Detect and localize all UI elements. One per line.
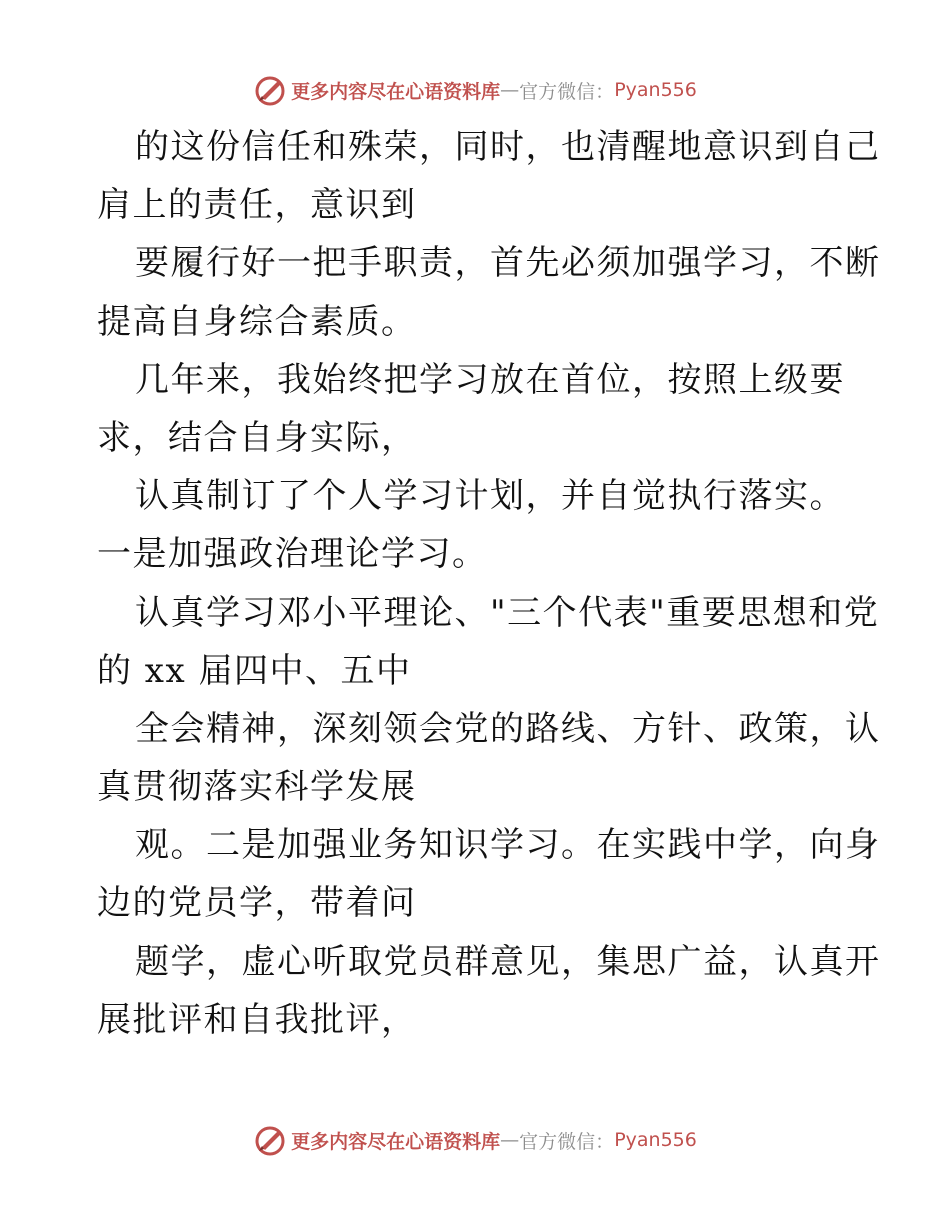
text-line: 真贯彻落实科学发展: [97, 767, 417, 808]
document-body: [97, 118, 881, 1049]
text-line: 几年来，我始终把学习放在首位，按照上级要: [135, 359, 845, 400]
text-line: 认真学习邓小平理论、"三个代表"重要思想和党: [135, 592, 880, 633]
watermark-brand: 更多内容尽在心语资料库: [291, 1130, 501, 1153]
text-line: 题学，虚心听取党员群意见，集思广益，认真开: [135, 941, 881, 982]
watermark-wechat-id: Pyan556: [614, 1129, 697, 1151]
text-line: 求，结合自身实际，: [97, 417, 417, 458]
text-line: 要履行好一把手职责，首先必须加强学习，不断: [135, 243, 881, 284]
footer-watermark: [0, 1122, 950, 1158]
watermark-brand: 更多内容尽在心语资料库: [291, 80, 501, 103]
watermark-wechat-id: Pyan556: [614, 79, 697, 101]
text-line: 认真制订了个人学习计划，并自觉执行落实。: [135, 476, 845, 517]
watermark-wechat-label: 官方微信：: [519, 80, 615, 103]
text-line: 全会精神，深刻领会党的路线、方针、政策，认: [135, 708, 881, 749]
text-line: 一是加强政治理论学习。: [97, 534, 488, 575]
text-line: 的这份信任和殊荣，同时，也清醒地意识到自己: [135, 127, 881, 167]
header-watermark: [0, 72, 950, 108]
watermark-dash: —: [500, 79, 520, 101]
watermark-dash: —: [500, 1129, 520, 1151]
text-line: 展批评和自我批评，: [97, 999, 417, 1040]
text-line: 观。二是加强业务知识学习。在实践中学，向身: [135, 825, 881, 866]
watermark-wechat-label: 官方微信：: [519, 1130, 615, 1153]
text-line: 的 xx 届四中、五中: [97, 650, 412, 691]
text-line: 提高自身综合素质。: [97, 301, 417, 342]
quill-logo-icon: [253, 1123, 287, 1157]
text-line: 边的党员学，带着问: [97, 883, 417, 924]
quill-logo-icon: [253, 73, 287, 107]
text-line: 肩上的责任，意识到: [97, 185, 417, 226]
